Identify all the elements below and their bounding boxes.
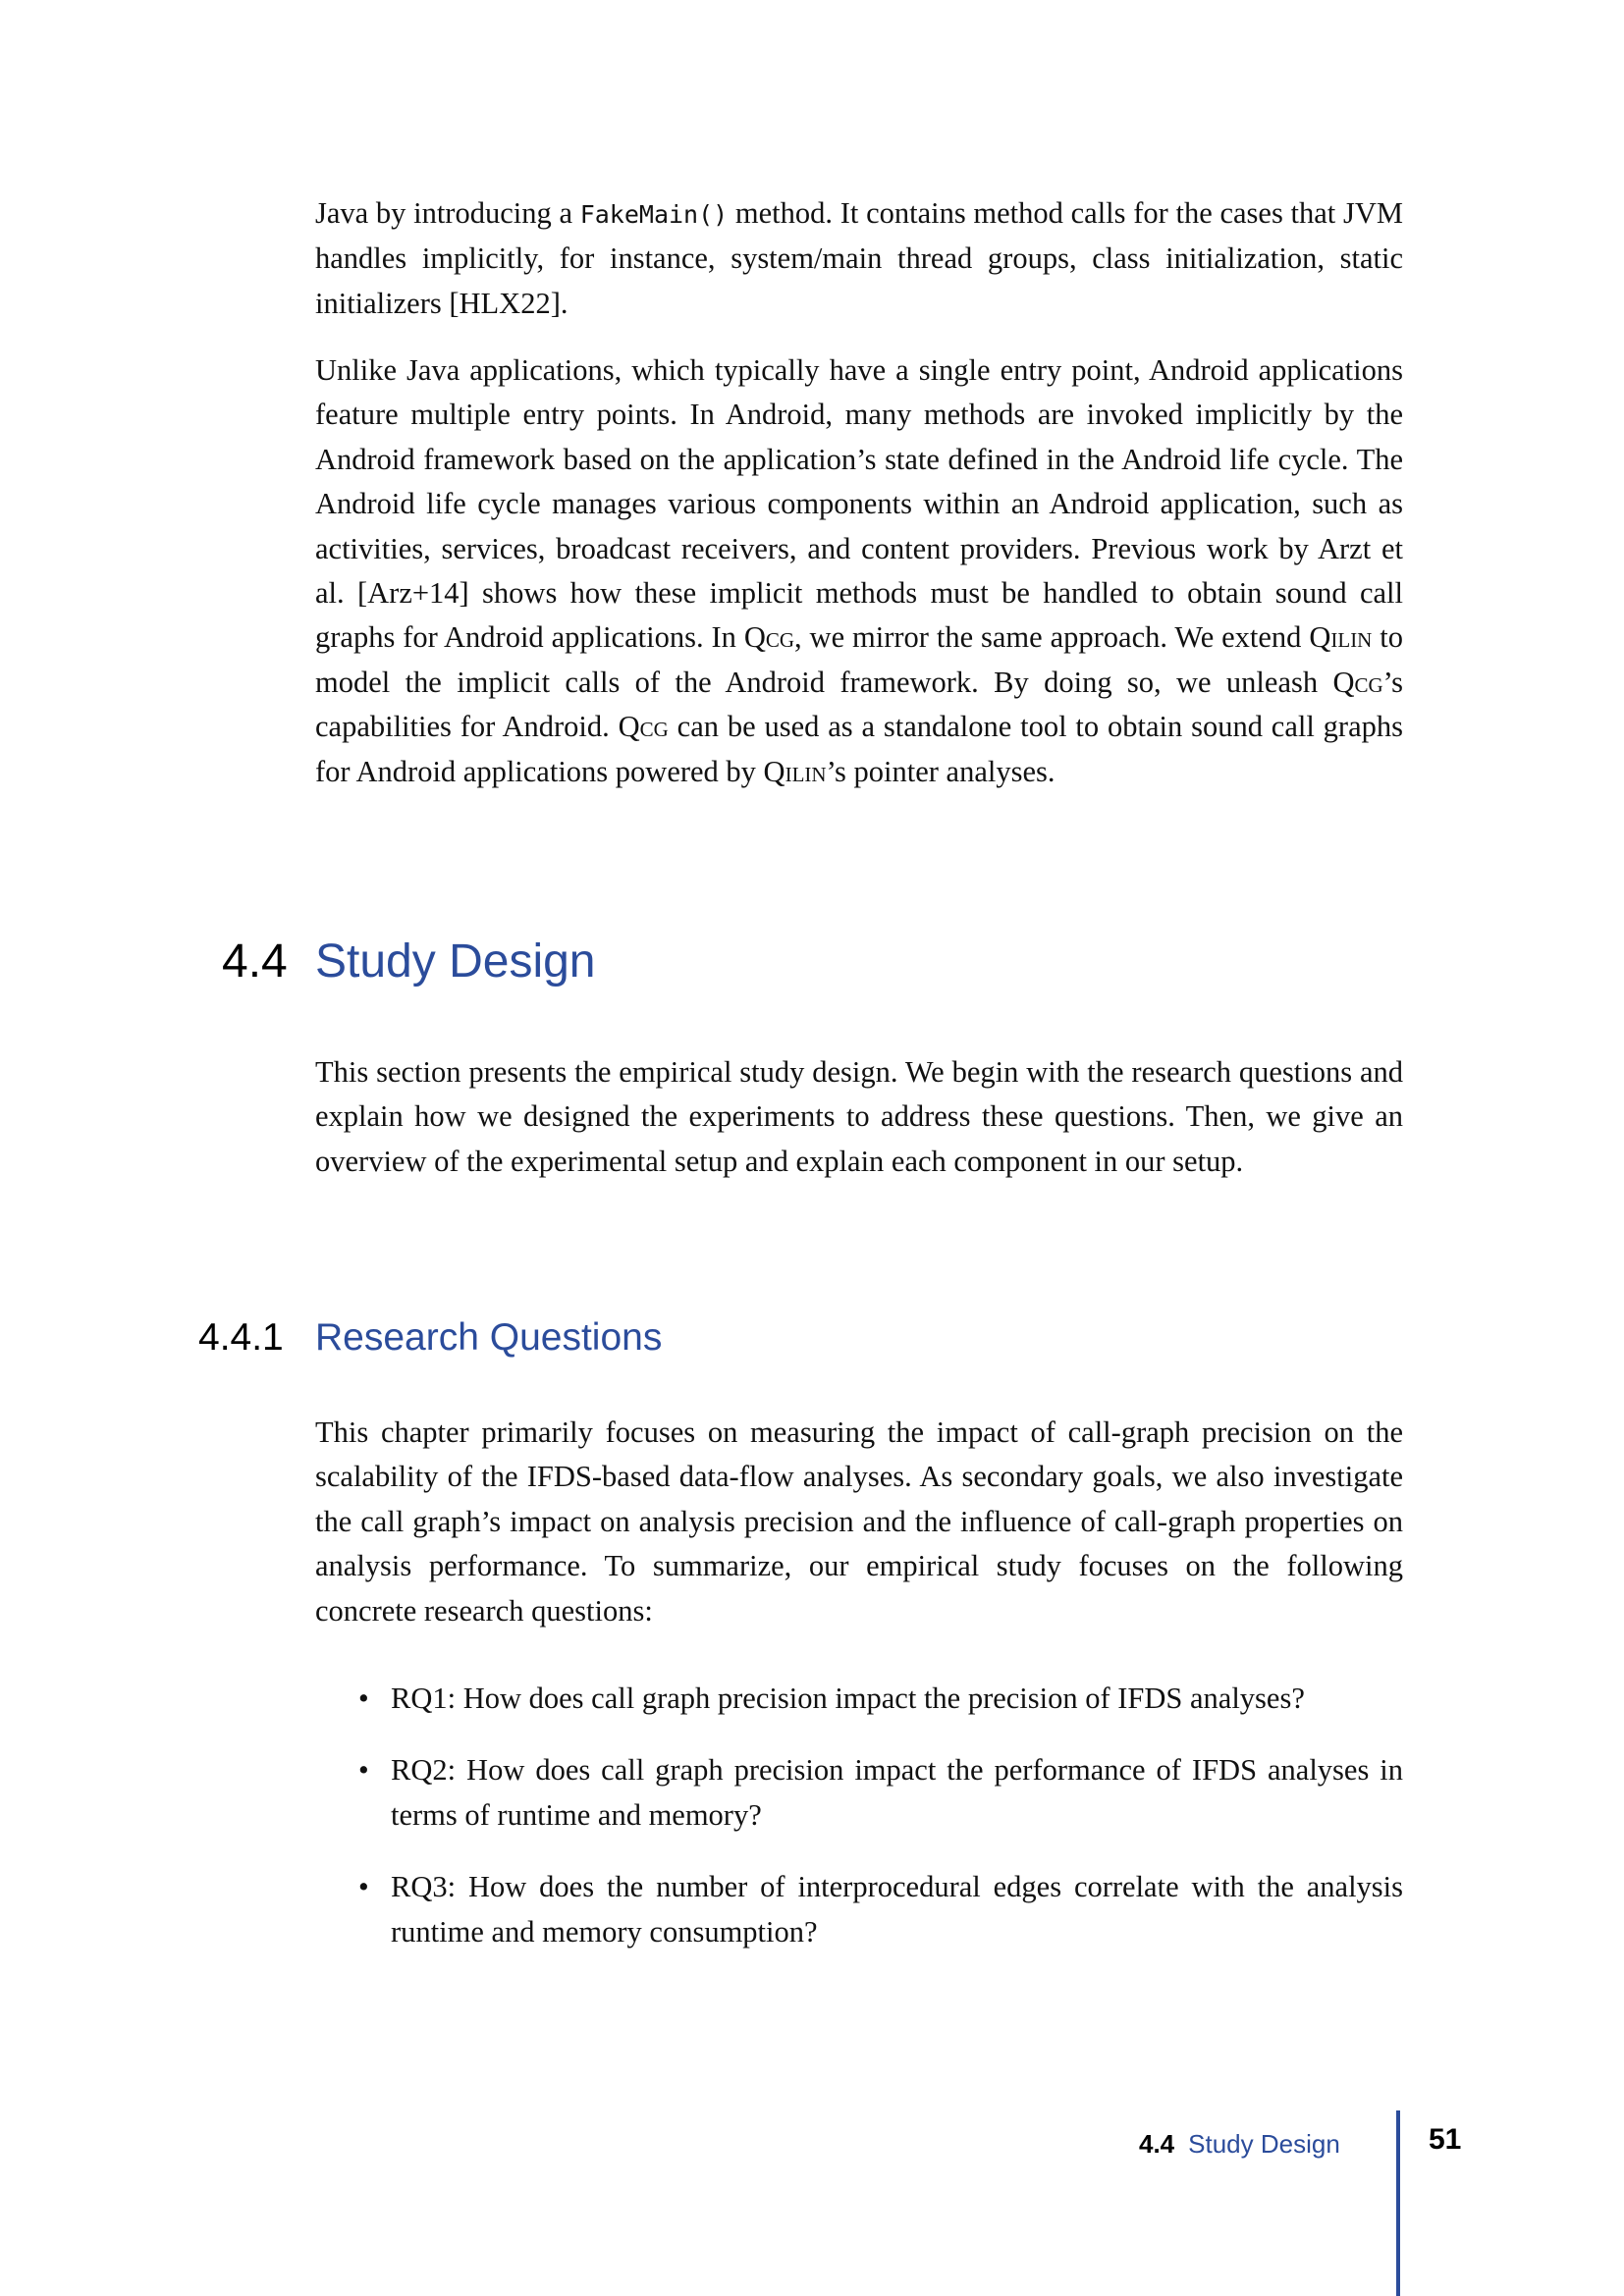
research-question-text: RQ1: How does call graph precision impact the precision of IFDS analyses?	[391, 1682, 1305, 1715]
tool-name-qcg: Qcg	[1332, 665, 1383, 699]
footer-section-title: Study Design	[1188, 2129, 1340, 2159]
text-span: Unlike Java applications, which typically have a single entry point, Android applications feature multiple entry points. In Android, many methods are invoked implicitly by the Android framework based on the application’s state defined in the Android life cycle. The Android life cycle manages various components within an Android application, such as activities, services, broadcast receivers, and content providers. Previous work by Arzt et al. [Arz+14] shows how these implicit methods must be handled to obtain sound call graphs for Android applications. In	[315, 353, 1403, 655]
text-span: ’s capabilities for Android.	[315, 665, 1403, 744]
text-span: Java by introducing a	[315, 196, 580, 230]
text-span: , we mirror the same approach. We extend	[794, 620, 1310, 655]
research-questions-list	[315, 1677, 1403, 1982]
tool-name-qcg: Qcg	[618, 710, 669, 744]
subsection-title: Research Questions	[315, 1316, 663, 1359]
running-footer	[1139, 2128, 1340, 2160]
bullet-icon: •	[358, 1870, 369, 1904]
tool-name-qilin: Qilin	[763, 754, 827, 788]
bullet-icon: •	[358, 1682, 369, 1715]
research-question-text: RQ3: How does the number of interprocedural edges correlate with the analysis runtime and memory consumption?	[391, 1870, 1403, 1949]
tool-name-qilin: Qilin	[1309, 620, 1373, 655]
tool-name-qcg: Qcg	[743, 620, 795, 655]
subsection-heading	[198, 1313, 662, 1362]
paragraph-study-design-intro: This section presents the empirical study design. We begin with the research questions and explain how we designed the experiments to address these questions. Then, we give an overview of the experimental setup and explain each component in our setup.	[315, 1055, 1403, 1178]
research-question-text: RQ2: How does call graph precision impact the performance of IFDS analyses in terms of runtime and memory?	[391, 1753, 1403, 1832]
section-number: 4.4	[222, 935, 288, 988]
footer-divider	[1396, 2110, 1400, 2296]
bullet-icon: •	[358, 1753, 369, 1788]
page-number: 51	[1429, 2123, 1462, 2156]
section-title: Study Design	[315, 935, 596, 988]
subsection-number: 4.4.1	[198, 1316, 284, 1359]
section-heading	[222, 933, 596, 991]
list-item	[315, 1748, 1403, 1838]
paragraph-android-entry-points	[315, 348, 1403, 794]
paragraph-research-focus: This chapter primarily focuses on measuring the impact of call-graph precision on the scalability of the IFDS-based data-flow analyses. As secondary goals, we also investigate the call graph’s impact on analysis precision and the influence of call-graph properties on analysis performance. To summarize, our empirical study focuses on the following concrete research questions:	[315, 1415, 1403, 1628]
text-span: ’s pointer analyses.	[826, 754, 1056, 788]
inline-code: FakeMain()	[579, 200, 729, 229]
list-item	[315, 1677, 1403, 1721]
paragraph-fakemain	[315, 191, 1403, 326]
text-span: to model the implicit calls of the Android framework. By doing so, we unleash	[315, 620, 1403, 699]
footer-section-number: 4.4	[1139, 2129, 1175, 2159]
list-item	[315, 1865, 1403, 1954]
text-span: method. It contains method calls for the cases that JVM handles implicitly, for instance, system/main thread groups, class initialization, static initializers [HLX22].	[315, 196, 1403, 320]
text-span: can be used as a standalone tool to obtain sound call graphs for Android applications powered by	[315, 710, 1403, 788]
